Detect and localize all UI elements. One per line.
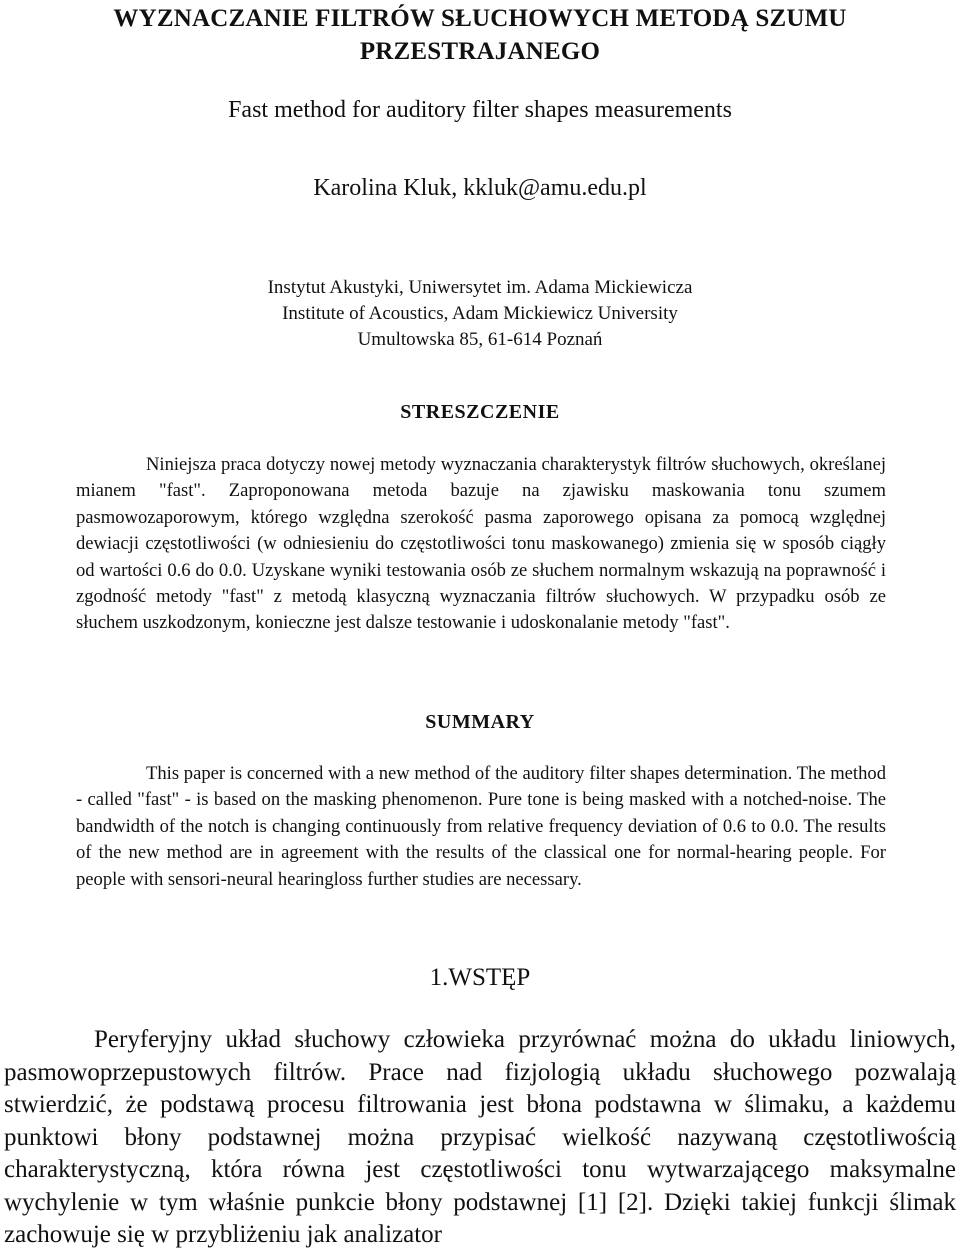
section-body-wstep [4, 1024, 956, 1252]
streszczenie-heading: STRESZCZENIE [400, 401, 560, 423]
author-line: Karolina Kluk, kkluk@amu.edu.pl [313, 175, 647, 201]
summary-abstract [76, 761, 886, 893]
paper-subtitle: Fast method for auditory filter shapes measurements [228, 97, 732, 123]
affiliation-line-3: Umultowska 85, 61-614 Poznań [357, 329, 603, 350]
affiliation-line-1: Instytut Akustyki, Uniwersytet im. Adama Mickiewicza [267, 277, 693, 298]
section-heading-wstep: 1.WSTĘP [429, 964, 531, 991]
summary-text: This paper is concerned with a new method of the auditory filter shapes determination. The method - called "fast" - is based on the masking phenomenon. Pure tone is being masked with a notched-noise. The bandwidth of the notch is changing continuously from relative frequency deviation of 0.6 to 0.0. The results of the new method are in agreement with the results of the classical one for normal-hearing people. For people with sensori-neural hearingloss further studies are necessary. [76, 763, 886, 890]
paper-title: WYZNACZANIE FILTRÓW SŁUCHOWYCH METODĄ SZUMU PRZESTRAJANEGO [113, 5, 847, 65]
streszczenie-text: Niniejsza praca dotyczy nowej metody wyznaczania charakterystyk filtrów słuchowych, określanej mianem "fast". Zaproponowana metoda bazuje na zjawisku maskowania tonu szumem pasmowozaporowym, którego względna szerokość pasma zaporowego opisana za pomocą względnej dewiacji częstotliwości (w odniesieniu do częstotliwości tonu maskowanego) zmienia się w sposób ciągły od wartości 0.6 do 0.0. Uzyskane wyniki testowania osób ze słuchem normalnym wskazują na poprawność i zgodność metody "fast" z metodą klasyczną wyznaczania filtrów słuchowych. W przypadku osób ze słuchem uszkodzonym, konieczne jest dalsze testowanie i udoskonalanie metody "fast". [76, 454, 886, 634]
affiliation-line-2: Institute of Acoustics, Adam Mickiewicz University [282, 303, 678, 324]
section-paragraph: Peryferyjny układ słuchowy człowieka przyrównać można do układu liniowych, pasmowoprzepustowych filtrów. Prace nad fizjologią układu słuchowego pozwalają stwierdzić, że podstawą procesu filtrowania jest błona podstawna w ślimaku, a każdemu punktowi błony podstawnej można przypisać wielkość nazywaną częstotliwością charakterystyczną, która równa jest częstotliwości tonu wytwarzającego maksymalne wychylenie w tym właśnie punkcie błony podstawnej [1] [2]. Dzięki takiej funkcji ślimak zachowuje się w przybliżeniu jak analizator [4, 1026, 956, 1248]
summary-heading: SUMMARY [425, 711, 535, 733]
streszczenie-abstract [76, 452, 886, 637]
